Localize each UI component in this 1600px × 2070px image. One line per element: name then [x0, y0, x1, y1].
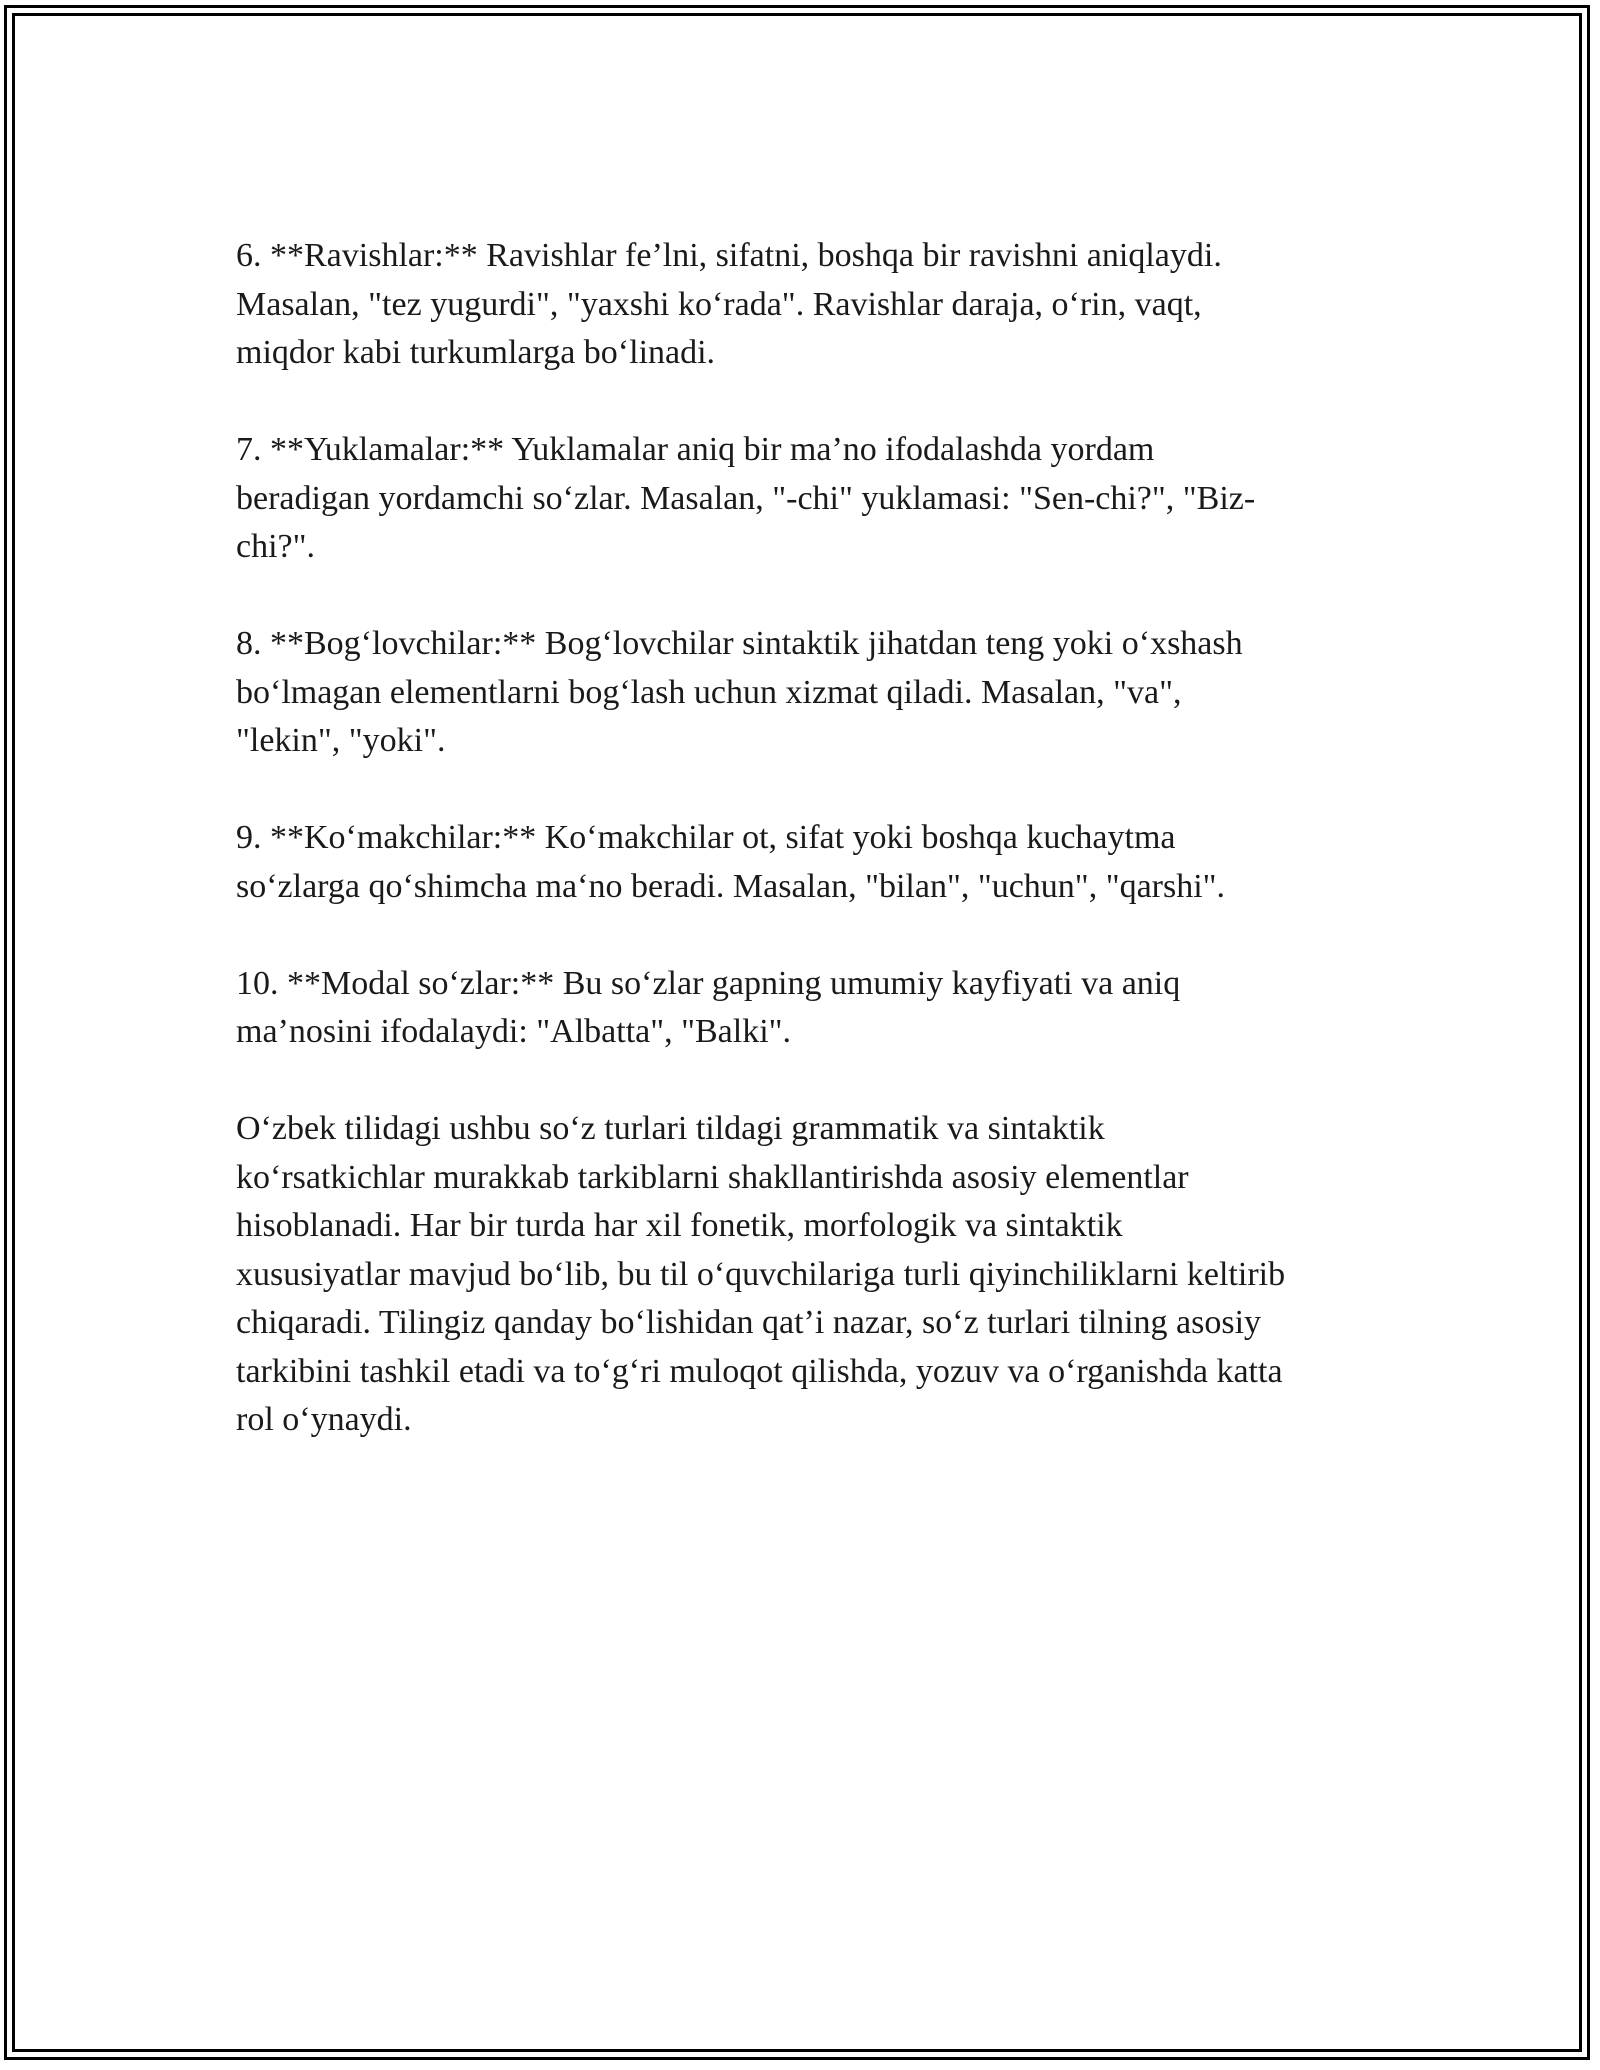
- paragraph-komakchilar: 9. **Ko‘makchilar:** Ko‘makchilar ot, sifat yoki boshqa kuchaytma so‘zlarga qo‘shimcha ma‘no beradi. Masalan, "bilan", "uchun", "qarshi".: [236, 819, 1226, 905]
- paragraph-ravishlar: 6. **Ravishlar:** Ravishlar fe’lni, sifatni, boshqa bir ravishni aniqlaydi. Masalan, "tez yugurdi", "yaxshi ko‘rada". Ravishlar daraja, o‘rin, vaqt, miqdor kabi turkumlarga bo‘linadi.: [236, 237, 1222, 371]
- paragraph-yuklamalar: 7. **Yuklamalar:** Yuklamalar aniq bir ma’no ifodalashda yordam beradigan yordamchi so‘zlar. Masalan, "-chi" yuklamasi: "Sen-chi?", "Biz- chi?".: [236, 431, 1256, 565]
- paragraph-conclusion: O‘zbek tilidagi ushbu so‘z turlari tildagi grammatik va sintaktik ko‘rsatkichlar murakkab tarkiblarni shakllantirishda asosiy elementlar hisoblanadi. Har bir turda har xil fonetik, morfologik va sintaktik xususiyatlar mavjud bo‘lib, bu til o‘quvchilariga turli qiyinchiliklarni keltirib chiqaradi. Tilingiz qanday bo‘lishidan qat’i nazar, so‘z turlari tilning asosiy tarkibini tashkil etadi va to‘g‘ri muloqot qilishda, yozuv va o‘rganishda katta rol o‘ynaydi.: [236, 1110, 1286, 1438]
- paragraph-boglovchilar: 8. **Bog‘lovchilar:** Bog‘lovchilar sintaktik jihatdan teng yoki o‘xshash bo‘lmagan elementlarni bog‘lash uchun xizmat qiladi. Masalan, "va", "lekin", "yoki".: [236, 625, 1243, 759]
- paragraph-modal-sozlar: 10. **Modal so‘zlar:** Bu so‘zlar gapning umumiy kayfiyati va aniq ma’nosini ifodalaydi: "Albatta", "Balki".: [236, 964, 1181, 1050]
- document-body: [236, 232, 1386, 1493]
